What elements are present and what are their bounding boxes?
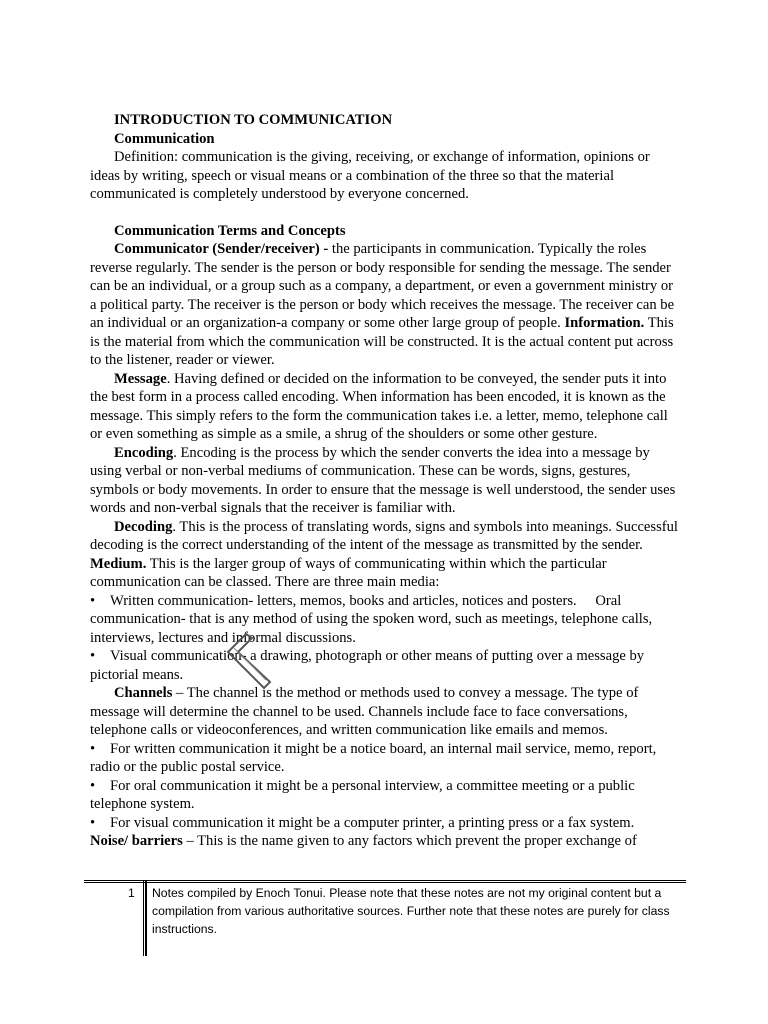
section-heading [90, 130, 680, 149]
noise-paragraph [90, 832, 680, 851]
channels-paragraph [90, 684, 680, 740]
footer-separator [84, 880, 686, 883]
communicator-paragraph [90, 240, 680, 370]
definition-paragraph: Definition: communication is the giving, receiving, or exchange of information, opinions or ideas by writing, speech or visual means or a combination of the three so that the material communicated is completely understood by everyone concerned. [90, 149, 650, 202]
encoding-label: Encoding [114, 444, 174, 461]
bullet-text: For oral communication it might be a personal interview, a committee meeting or a public telephone system. [90, 777, 635, 812]
decoding-label: Decoding [114, 518, 173, 535]
media-bullet-1 [90, 592, 680, 648]
decoding-text: . This is the process of translating words, signs and symbols into meanings. Successful decoding is the correct understanding of the intent of the message as transmitted by the sender. [90, 518, 678, 553]
information-text: This is the material from which the communication will be constructed. It is the actual content put across to the listener, reader or viewer. [90, 315, 674, 368]
message-label: Message [114, 370, 167, 387]
bullet-icon: • [90, 592, 96, 609]
channel-bullet-3 [90, 814, 680, 833]
bullet-text: Written communication- letters, memos, books and articles, notices and posters. Oral communication- that is any method of using the spoken word, such as meetings, telephone calls, interviews, lectures and informal discussions. [90, 592, 653, 646]
channel-bullet-1 [90, 740, 680, 777]
bullet-icon: • [90, 814, 96, 831]
encoding-paragraph [90, 444, 680, 518]
subtitle-text: Communication [114, 130, 215, 147]
communicator-text: the participants in communication. Typically the roles reverse regularly. The sender is the person or body responsible for sending the message. The sender can be an individual, or a group such as a company, a department, or even a government ministry or a political party. The receiver is the person or body which receives the message. The receiver can be an individual or an organization-a company or some other large group of people. [90, 241, 675, 331]
bullet-text: Visual communication- a drawing, photograph or other means of putting over a message by pictorial means. [90, 648, 645, 683]
message-text: . Having defined or decided on the information to be conveyed, the sender puts it into the best form in a process called encoding. When information has been encoded, it is known as the message. This simply refers to the form the communication takes i.e. a letter, memo, telephone call or even something as simple as a smile, a shrug of the shoulders or some other gesture. [90, 370, 668, 442]
channels-label: Channels [114, 685, 173, 701]
media-bullet-2 [90, 647, 680, 684]
arrow-watermark-icon [224, 630, 282, 698]
title-text: INTRODUCTION TO COMMUNICATION [114, 112, 393, 128]
footnote-text: Notes compiled by Enoch Tonui. Please note that these notes are not my original content but a compilation from various authoritative sources. Further note that these notes are purely for class instructions. [152, 886, 670, 936]
information-label: Information. [564, 315, 645, 331]
channel-bullet-2 [90, 777, 680, 814]
noise-text: – This is the name given to any factors which prevent the proper exchange of [182, 833, 637, 849]
decoding-paragraph [90, 518, 680, 592]
bullet-text: For visual communication it might be a computer printer, a printing press or a fax system. [110, 814, 635, 831]
bullet-text: For written communication it might be a notice board, an internal mail service, memo, report, radio or the public postal service. [90, 740, 657, 775]
medium-text: This is the larger group of ways of communicating within which the particular communication can be classed. There are three main media: [90, 555, 607, 590]
footer-bar [143, 880, 147, 956]
footnote-number: 1 [128, 886, 135, 900]
message-paragraph [90, 370, 680, 444]
bullet-icon: • [90, 777, 96, 794]
document-title [90, 111, 680, 130]
medium-label: Medium. [90, 555, 147, 572]
terms-heading-text: Communication Terms and Concepts [114, 222, 346, 239]
document-body [90, 111, 680, 851]
encoding-text: . Encoding is the process by which the sender converts the idea into a message by using verbal or non-verbal mediums of communication. These can be words, signs, gestures, symbols or body movements. In order to ensure that the message is well understood, the sender uses words and non-verbal signals that the receiver is familiar with. [90, 444, 676, 516]
communicator-label: Communicator (Sender/receiver) - [114, 241, 329, 257]
terms-heading [90, 222, 680, 241]
channels-text: – The channel is the method or methods used to convey a message. The type of message will determine the channel to be used. Channels include face to face conversations, telephone calls or videoconferences, and written communication like emails and memos. [90, 685, 639, 738]
noise-label: Noise/ barriers [90, 833, 183, 849]
bullet-icon: • [90, 740, 96, 757]
bullet-icon: • [90, 648, 96, 664]
